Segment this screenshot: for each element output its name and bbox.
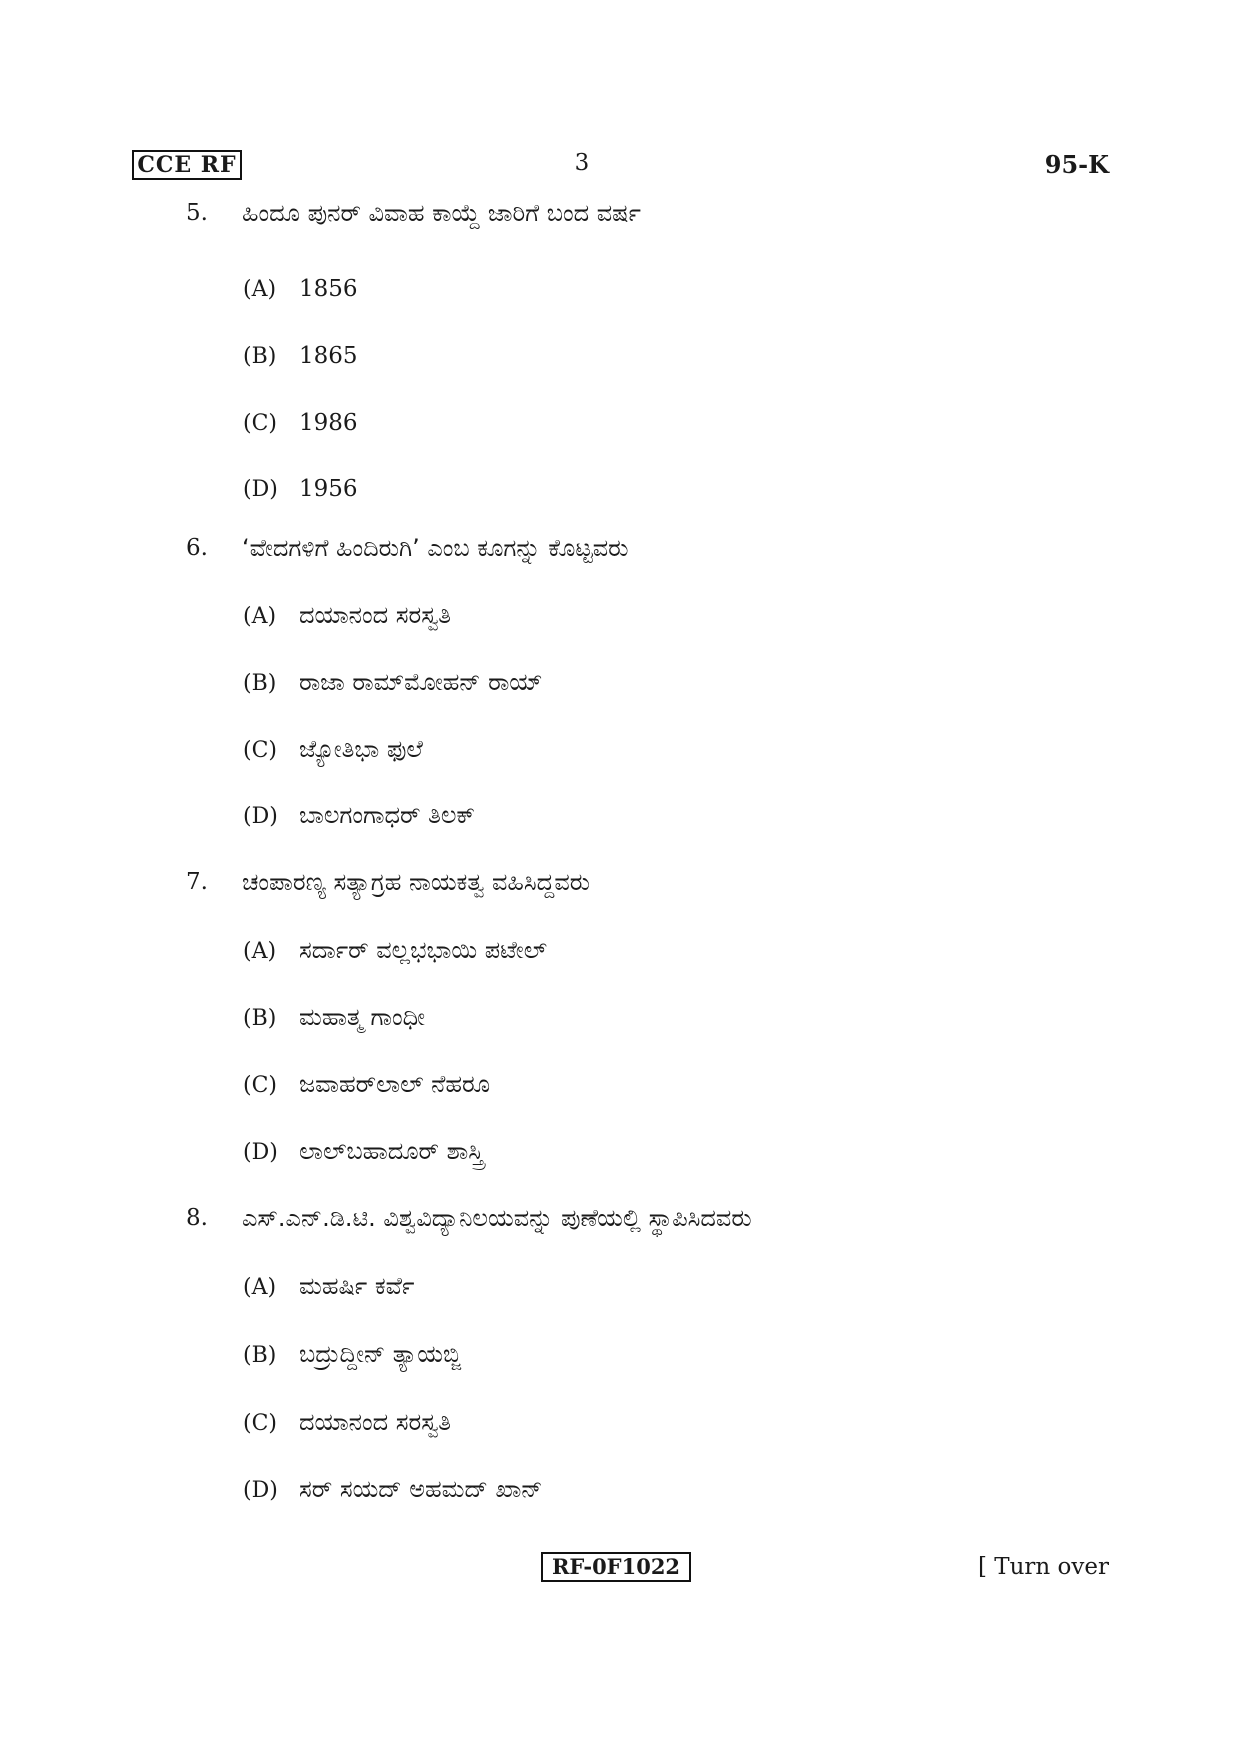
option-c: [243, 1407, 451, 1437]
question-text: ಎಸ್.ಎನ್.ಡಿ.ಟಿ. ವಿಶ್ವವಿದ್ಯಾನಿಲಯವನ್ನು ಪುಣೆಯಲ್ಲಿ ಸ್ಥಾಪಿಸಿದವರು: [242, 1204, 752, 1232]
option-a: [243, 1271, 414, 1301]
option-value: ಬದ್ರುದ್ದೀನ್ ತ್ಯಾಯಬ್ಜಿ: [299, 1340, 461, 1368]
option-b: [243, 667, 543, 697]
option-a: [243, 935, 547, 965]
option-label: (C): [243, 1411, 277, 1436]
question-text: ‘ವೇದಗಳಿಗೆ ಹಿಂದಿರುಗಿ’ ಎಂಬ ಕೂಗನ್ನು ಕೊಟ್ಟವರು: [242, 534, 629, 562]
header-label-box: CCE RF: [132, 150, 242, 180]
option-label: (D): [243, 804, 278, 829]
option-b: [243, 1002, 425, 1032]
option-label: (D): [243, 477, 278, 502]
option-value: ಮಹಾತ್ಮ ಗಾಂಧೀ: [299, 1003, 426, 1031]
question-text: ಚಂಪಾರಣ್ಯ ಸತ್ಯಾಗ್ರಹ ನಾಯಕತ್ವ ವಹಿಸಿದ್ದವರು: [242, 868, 591, 896]
option-c: [243, 1069, 490, 1099]
option-c: [243, 408, 358, 438]
option-value: ಸರ್ದಾರ್ ವಲ್ಲಭಭಾಯಿ ಪಟೇಲ್: [299, 936, 548, 964]
option-a: [243, 600, 451, 630]
option-value: ಸರ್ ಸಯದ್ ಅಹಮದ್ ಖಾನ್: [299, 1475, 543, 1503]
option-b: [243, 1339, 461, 1369]
option-d: [243, 1474, 542, 1504]
option-value: ದಯಾನಂದ ಸರಸ್ವತಿ: [299, 1408, 451, 1436]
option-value: ಲಾಲ್‌ಬಹಾದೂರ್ ಶಾಸ್ತ್ರಿ: [299, 1137, 484, 1165]
option-label: (B): [243, 671, 277, 696]
turn-over-text: [ Turn over: [977, 1554, 1109, 1580]
option-value: ಜವಾಹರ್‌ಲಾಲ್ ನೆಹರೂ: [299, 1070, 491, 1098]
option-label: (B): [243, 1006, 277, 1031]
option-label: (B): [243, 1343, 277, 1368]
footer-code-box: RF-0F1022: [541, 1552, 691, 1582]
option-value: ಮಹರ್ಷಿ ಕರ್ವೆ: [299, 1272, 415, 1300]
question-text: ಹಿಂದೂ ಪುನರ್ ವಿವಾಹ ಕಾಯ್ದೆ ಜಾರಿಗೆ ಬಂದ ವರ್ಷ: [242, 199, 641, 227]
option-label: (C): [243, 411, 277, 436]
option-label: (A): [243, 1275, 277, 1300]
option-value: 1856: [299, 276, 358, 302]
question-number: 8.: [186, 1205, 208, 1231]
option-label: (B): [243, 344, 277, 369]
option-b: [243, 341, 358, 371]
option-a: [243, 274, 358, 304]
option-value: ರಾಜಾ ರಾಮ್‌ಮೋಹನ್ ರಾಯ್: [299, 668, 543, 696]
page-number: 3: [574, 150, 590, 176]
option-label: (A): [243, 939, 277, 964]
option-label: (A): [243, 277, 277, 302]
option-c: [243, 734, 423, 764]
option-value: 1956: [299, 476, 358, 502]
question-number: 5.: [186, 200, 208, 226]
option-label: (C): [243, 1073, 277, 1098]
option-d: [243, 1136, 484, 1166]
option-value: ದಯಾನಂದ ಸರಸ್ವತಿ: [299, 601, 451, 629]
option-value: 1865: [299, 343, 358, 369]
option-d: [243, 800, 475, 830]
paper-code: 95-K: [1044, 150, 1109, 179]
option-label: (D): [243, 1478, 278, 1503]
option-value: ಜ್ಯೋತಿಭಾ ಫುಲೆ: [299, 735, 423, 763]
option-label: (D): [243, 1140, 278, 1165]
option-d: [243, 474, 358, 504]
option-value: 1986: [299, 410, 358, 436]
question-number: 7.: [186, 869, 208, 895]
question-number: 6.: [186, 535, 208, 561]
option-label: (C): [243, 738, 277, 763]
option-value: ಬಾಲಗಂಗಾಧರ್ ತಿಲಕ್: [299, 801, 475, 829]
option-label: (A): [243, 604, 277, 629]
